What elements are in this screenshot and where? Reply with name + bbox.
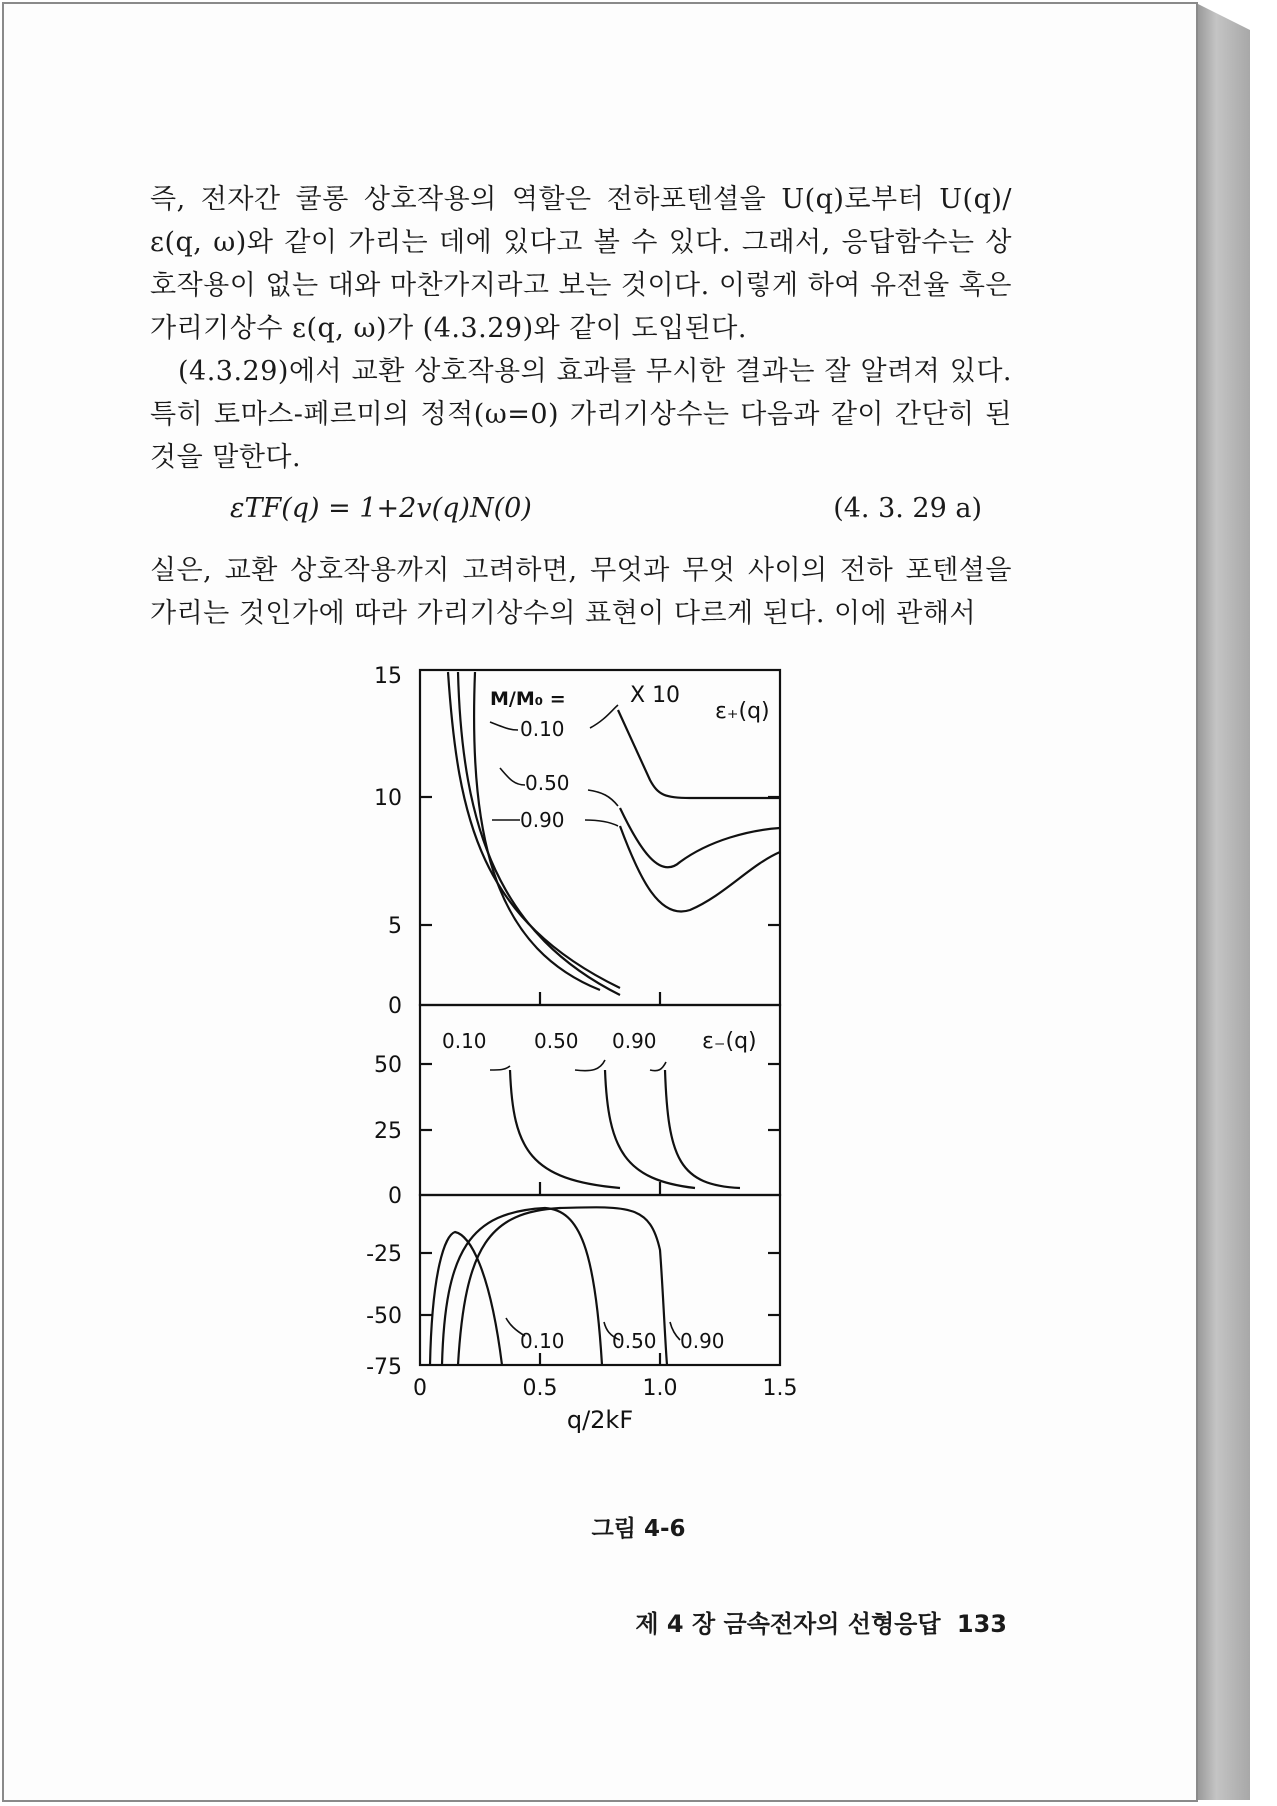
- top-ratio-0-10: 0.10: [520, 717, 565, 741]
- x-tick-0: 0: [413, 1376, 427, 1401]
- x-axis-label: q/2kF: [566, 1406, 634, 1434]
- mid-ratio-0-90: 0.90: [612, 1029, 657, 1053]
- chapter-title: 제 4 장 금속전자의 선형응답: [635, 1610, 941, 1638]
- x-tick-1-5: 1.5: [762, 1376, 798, 1401]
- bot-ratio-0-90: 0.90: [680, 1329, 725, 1353]
- y-tick-5: 5: [388, 914, 402, 939]
- equation-formula: εTF(q) = 1+2v(q)N(0): [230, 493, 532, 524]
- multiplier-label: X 10: [630, 683, 681, 708]
- figure-caption: 그림 4-6: [591, 1516, 686, 1542]
- x-tick-1-0: 1.0: [642, 1376, 678, 1401]
- eps-minus-curve-0-10: [510, 1070, 620, 1188]
- figure-plot: [330, 650, 820, 1510]
- eps-minus-curve-0-90: [665, 1070, 740, 1188]
- y-tick-0-mid: 0: [388, 1184, 402, 1209]
- paragraph-1: 즉, 전자간 쿨롱 상호작용의 역할은 전하포텐셜을 U(q)로부터 U(q)/ε(q, ω)와 같이 가리는 데에 있다고 볼 수 있다. 그래서, 응답함수는 상호작용이 없는 대와 마찬가지라고 보는 것이다. 이렇게 하여 유전율 혹은 가리기상수 ε(q, ω)가 (4.3.29)와 같이 도입된다.: [150, 184, 1012, 344]
- y-tick-25: 25: [374, 1119, 402, 1144]
- body-text: [150, 178, 1012, 635]
- y-tick-10: 10: [374, 786, 402, 811]
- y-tick-50: 50: [374, 1053, 402, 1078]
- x-tick-0-5: 0.5: [522, 1376, 558, 1401]
- mid-ratio-0-50: 0.50: [534, 1029, 579, 1053]
- y-tick-neg25: -25: [366, 1242, 402, 1267]
- equation-4-3-29a: [150, 483, 1012, 543]
- top-ratio-0-50: 0.50: [525, 771, 570, 795]
- legend-title: M/M₀ =: [490, 688, 566, 710]
- eps-minus-label: ε₋(q): [702, 1029, 757, 1054]
- figure-4-6: [330, 650, 820, 1550]
- mid-ratio-0-10: 0.10: [442, 1029, 487, 1053]
- eps-plus-curve-0-50-high: [620, 808, 780, 867]
- y-tick-0-top: 0: [388, 994, 402, 1019]
- eps-plus-label: ε₊(q): [715, 699, 770, 724]
- eps-minus-curve-0-50: [605, 1070, 695, 1188]
- top-ratio-0-90: 0.90: [520, 808, 565, 832]
- page-number: 133: [956, 1610, 1007, 1638]
- y-tick-neg50: -50: [366, 1304, 402, 1329]
- paragraph-2: (4.3.29)에서 교환 상호작용의 효과를 무시한 결과는 잘 알려져 있다. 특히 토마스-페르미의 정적(ω=0) 가리기상수는 다음과 같이 간단히 된 것을 말한다.: [150, 356, 1012, 473]
- eps-plus-curve-0-90-high: [620, 826, 780, 912]
- equation-number: (4. 3. 29 a): [833, 493, 982, 524]
- paragraph-3: 실은, 교환 상호작용까지 고려하면, 무엇과 무엇 사이의 전하 포텐셜을 가리는 것인가에 따라 가리기상수의 표현이 다르게 된다. 이에 관해서: [150, 555, 1012, 629]
- y-tick-neg75: -75: [366, 1355, 402, 1380]
- bot-ratio-0-10: 0.10: [520, 1329, 565, 1353]
- page-footer: [627, 1604, 1007, 1639]
- y-tick-15: 15: [374, 664, 402, 689]
- bot-ratio-0-50: 0.50: [612, 1329, 657, 1353]
